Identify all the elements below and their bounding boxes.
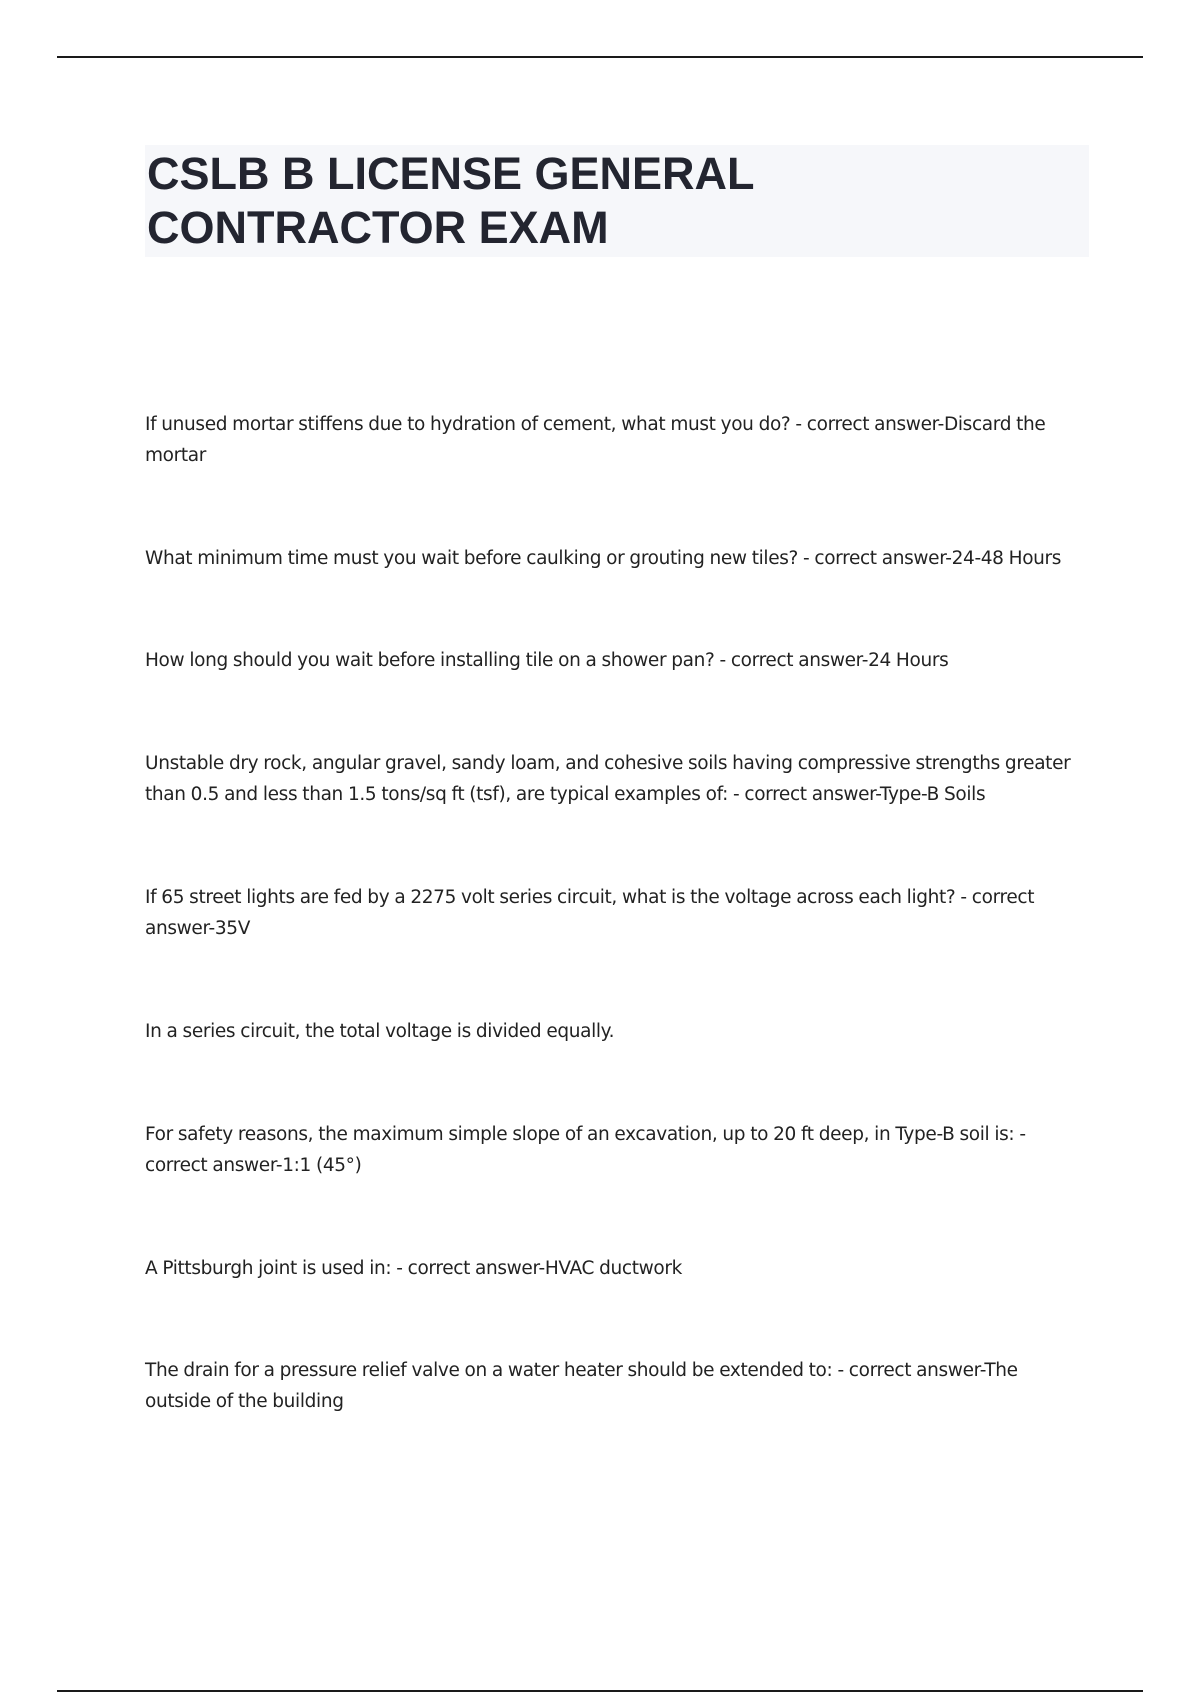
qa-item-6: In a series circuit, the total voltage is divided equally.	[145, 1021, 615, 1042]
title-line-2: CONTRACTOR EXAM	[147, 202, 609, 253]
qa-item-7: For safety reasons, the maximum simple slope of an excavation, up to 20 ft deep, in Type-B soil is: - correct answer-1:1 (45°)	[145, 1124, 1026, 1176]
title-line-1: CSLB B LICENSE GENERAL	[147, 148, 755, 199]
qa-item-1: If unused mortar stiffens due to hydration of cement, what must you do? - correct answer-Discard the mortar	[145, 414, 1046, 466]
qa-item-8: A Pittsburgh joint is used in: - correct answer-HVAC ductwork	[145, 1258, 682, 1279]
qa-item-3: How long should you wait before installing tile on a shower pan? - correct answer-24 Hours	[145, 650, 949, 671]
top-divider	[57, 56, 1143, 58]
qa-item-9: The drain for a pressure relief valve on a water heater should be extended to: - correct answer-The outside of the building	[145, 1360, 1018, 1412]
bottom-divider	[57, 1690, 1143, 1692]
page-title	[147, 145, 847, 255]
title-banner	[145, 145, 1089, 257]
qa-item-5: If 65 street lights are fed by a 2275 volt series circuit, what is the voltage across each light? - correct answer-35V	[145, 887, 1035, 939]
qa-item-4: Unstable dry rock, angular gravel, sandy loam, and cohesive soils having compressive strengths greater than 0.5 and less than 1.5 tons/sq ft (tsf), are typical examples of: - correct answer-Type-B Soils	[145, 753, 1071, 805]
qa-item-2: What minimum time must you wait before caulking or grouting new tiles? - correct answer-24-48 Hours	[145, 548, 1062, 569]
